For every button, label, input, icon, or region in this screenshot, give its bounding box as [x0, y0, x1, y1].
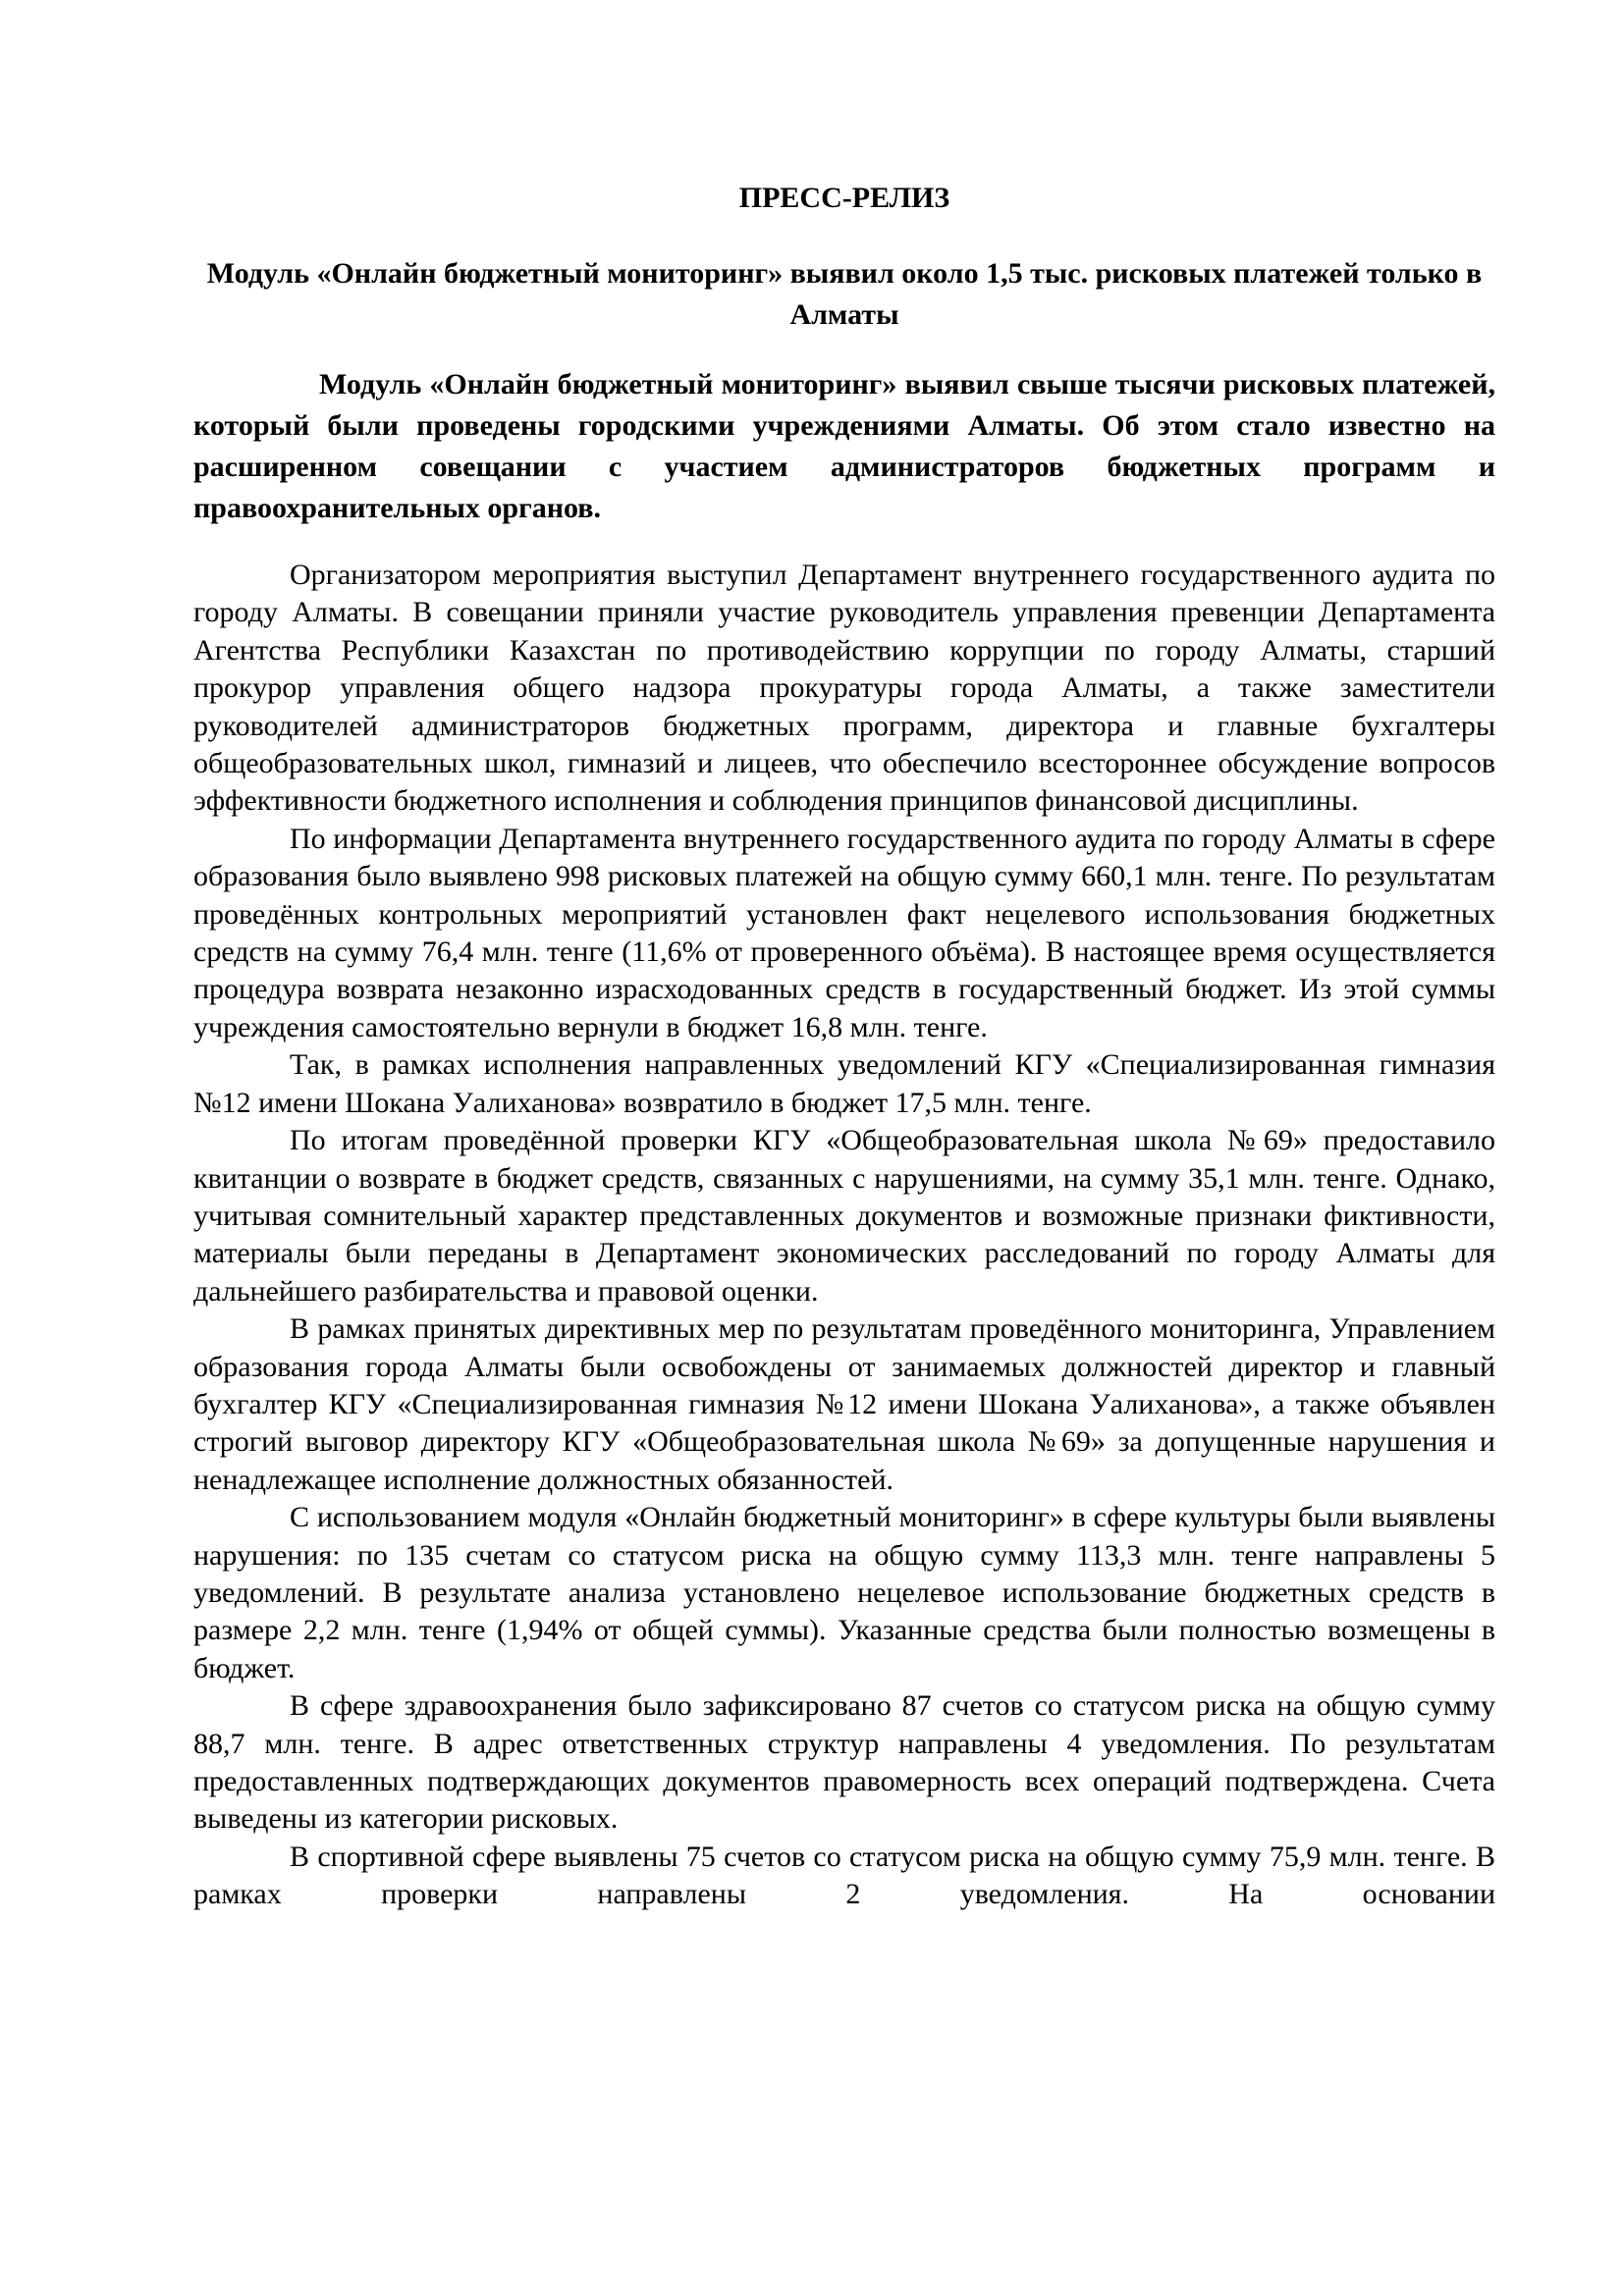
body-paragraph-culture-sphere: С использованием модуля «Онлайн бюджетный мониторинг» в сфере культуры были выявлены нарушения: по 135 счетам со статусом риска на общую сумму 113,3 млн. тенге направлены 5 уведомлений. В результате анализа установлено нецелевое использование бюджетных средств в размере 2,2 млн. тенге (1,94% от общей суммы). Указанные средства были полностью возмещены в бюджет.: [193, 1501, 1495, 1684]
lead-paragraph: Модуль «Онлайн бюджетный мониторинг» выявил свыше тысячи рисковых платежей, который были проведены городскими учреждениями Алматы. Об этом стало известно на расширенном совещании с участием администраторов бюджетных программ и правоохранительных органов.: [193, 368, 1495, 524]
body-paragraph-disciplinary-measures: В рамках принятых директивных мер по результатам проведённого мониторинга, Управлением образования города Алматы были освобождены от занимаемых должностей директор и главный бухгалтер КГУ «Специализированная гимназия №12 имени Шокана Уалиханова», а также объявлен строгий выговор директору КГУ «Общеобразовательная школа №69» за допущенные нарушения и ненадлежащее исполнение должностных обязанностей.: [193, 1312, 1495, 1496]
body-paragraph-school-69-check: По итогам проведённой проверки КГУ «Общеобразовательная школа №69» предоставило квитанции о возврате в бюджет средств, связанных с нарушениями, на сумму 35,1 млн. тенге. Однако, учитывая сомнительный характер представленных документов и возможные признаки фиктивности, материалы были переданы в Департамент экономических расследований по городу Алматы для дальнейшего разбирательства и правовой оценки.: [193, 1124, 1495, 1308]
body-paragraph-healthcare-sphere: В сфере здравоохранения было зафиксировано 87 счетов со статусом риска на общую сумму 88,7 млн. тенге. В адрес ответственных структур направлены 4 уведомления. По результатам предоставленных подтверждающих документов правомерность всех операций подтверждена. Счета выведены из категории рисковых.: [193, 1689, 1495, 1836]
body-paragraph-gymnasium-12-refund: Так, в рамках исполнения направленных уведомлений КГУ «Специализированная гимназия №12 имени Шокана Уалиханова» возвратило в бюджет 17,5 млн. тенге.: [193, 1048, 1495, 1119]
body-paragraph-organizers: Организатором мероприятия выступил Департамент внутреннего государственного аудита по городу Алматы. В совещании приняли участие руководитель управления превенции Департамента Агентства Республики Казахстан по противодействию коррупции по городу Алматы, старший прокурор управления общего надзора прокуратуры города Алматы, а также заместители руководителей администраторов бюджетных программ, директора и главные бухгалтеры общеобразовательных школ, гимназий и лицеев, что обеспечило всестороннее обсуждение вопросов эффективности бюджетного исполнения и соблюдения принципов финансовой дисциплины.: [193, 559, 1495, 818]
document-heading: Модуль «Онлайн бюджетный мониторинг» выявил около 1,5 тыс. рисковых платежей только в Алматы: [206, 257, 1483, 331]
document-title: ПРЕСС-РЕЛИЗ: [738, 182, 950, 214]
body-paragraph-education-findings: По информации Департамента внутреннего государственного аудита по городу Алматы в сфере образования было выявлено 998 рисковых платежей на общую сумму 660,1 млн. тенге. По результатам проведённых контрольных мероприятий установлен факт нецелевого использования бюджетных средств на сумму 76,4 млн. тенге (11,6% от проверенного объёма). В настоящее время осуществляется процедура возврата незаконно израсходованных средств в государственный бюджет. Из этой суммы учреждения самостоятельно вернули в бюджет 16,8 млн. тенге.: [193, 822, 1495, 1043]
body-paragraph-sport-sphere: В спортивной сфере выявлены 75 счетов со статусом риска на общую сумму 75,9 млн. тенге. В рамках проверки направлены 2 уведомления. На основании: [193, 1840, 1495, 1911]
